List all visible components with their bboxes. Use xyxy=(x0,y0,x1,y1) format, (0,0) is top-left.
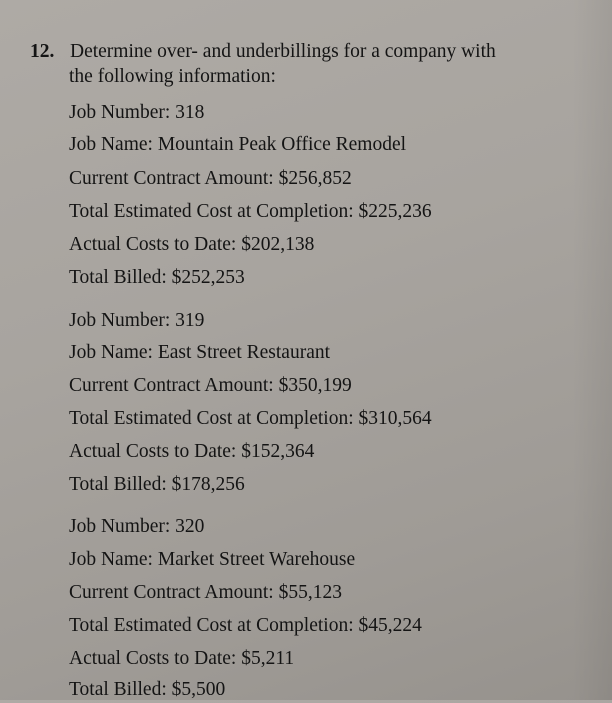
total-billed: Total Billed: $178,256 xyxy=(69,474,245,495)
total-billed: Total Billed: $252,253 xyxy=(69,267,245,288)
job-number: Job Number: 320 xyxy=(69,516,205,537)
problem-prompt-line2: the following information: xyxy=(69,66,276,87)
problem-number: 12. xyxy=(30,41,55,62)
total-billed: Total Billed: $5,500 xyxy=(69,679,226,700)
total-estimated-cost: Total Estimated Cost at Completion: $310,564 xyxy=(69,408,432,429)
page-shadow xyxy=(572,0,612,700)
current-contract-amount: Current Contract Amount: $55,123 xyxy=(69,582,342,603)
current-contract-amount: Current Contract Amount: $256,852 xyxy=(69,168,352,189)
problem-header xyxy=(30,38,496,66)
actual-costs-to-date: Actual Costs to Date: $152,364 xyxy=(69,441,315,462)
job-name: Job Name: Mountain Peak Office Remodel xyxy=(69,134,407,155)
problem-prompt-line1: Determine over- and underbillings for a company with xyxy=(70,41,496,62)
job-name: Job Name: Market Street Warehouse xyxy=(69,549,356,570)
job-name: Job Name: East Street Restaurant xyxy=(69,342,331,363)
job-number: Job Number: 319 xyxy=(69,310,205,331)
job-number: Job Number: 318 xyxy=(69,102,205,123)
actual-costs-to-date: Actual Costs to Date: $5,211 xyxy=(69,648,295,669)
current-contract-amount: Current Contract Amount: $350,199 xyxy=(69,375,352,396)
total-estimated-cost: Total Estimated Cost at Completion: $225,236 xyxy=(69,201,432,222)
actual-costs-to-date: Actual Costs to Date: $202,138 xyxy=(69,234,315,255)
total-estimated-cost: Total Estimated Cost at Completion: $45,224 xyxy=(69,615,422,636)
